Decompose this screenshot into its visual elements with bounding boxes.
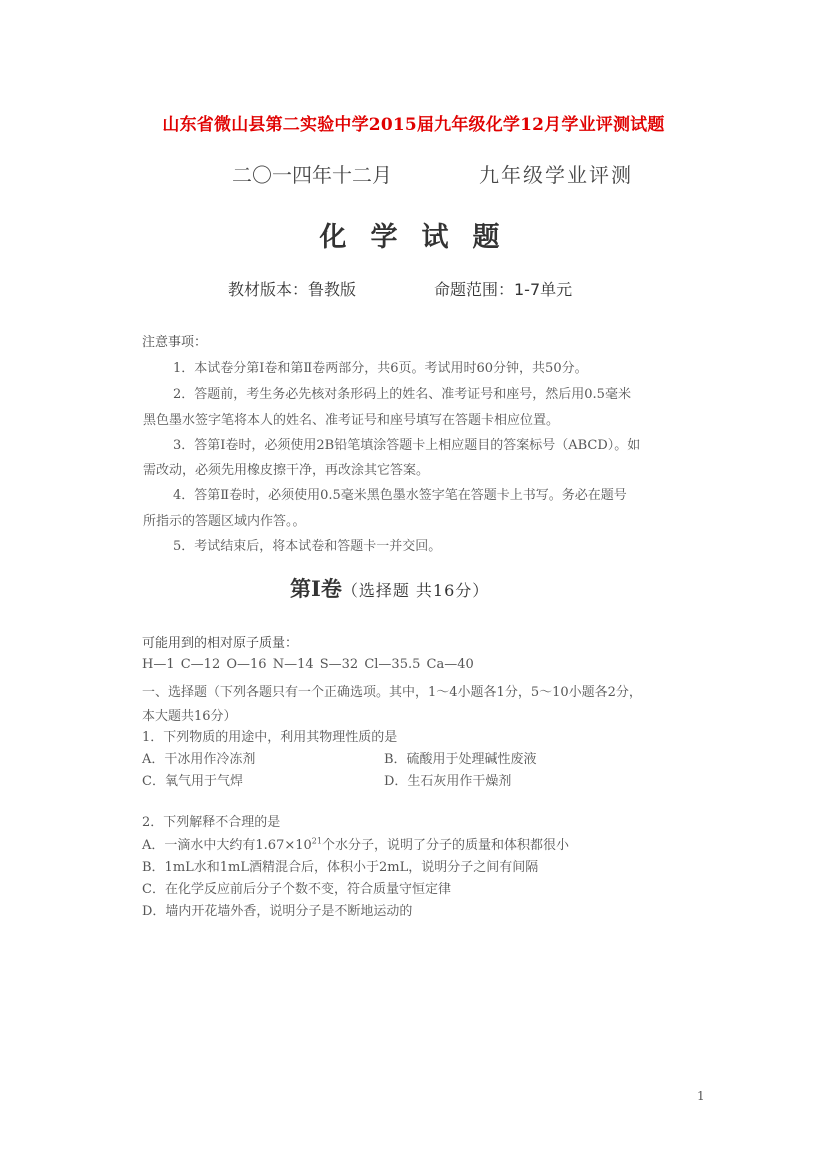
exam-date: 二〇一四年十二月 xyxy=(232,163,392,187)
question-2-option-a-text-cont: 个水分子，说明了分子的质量和体积都很小 xyxy=(321,838,569,853)
grade-assessment-label: 九年级学业评测 xyxy=(479,163,633,187)
question-2-stem: 2．下列解释不合理的是 xyxy=(142,815,281,830)
question-2-option-a-text: A．一滴水中大约有1.67×10 xyxy=(142,838,312,853)
section-1-heading xyxy=(290,573,489,603)
section-1-subtitle: （选择题 共16分） xyxy=(341,581,490,600)
atomic-mass-heading: 可能用到的相对原子质量： xyxy=(142,636,299,651)
question-2-option-a xyxy=(142,834,569,853)
question-1-option-a: A．干冰用作冷冻剂 xyxy=(142,752,256,767)
note-line: 3．答第Ⅰ卷时，必须使用2B铅笔填涂答题卡上相应题目的答案标号（ABCD）。如 xyxy=(173,438,641,453)
note-line: 4．答第Ⅱ卷时，必须使用0.5毫米黑色墨水签字笔在答题卡上书写。务必在题号 xyxy=(173,488,627,503)
note-line: 黑色墨水签字笔将本人的姓名、准考证号和座号填写在答题卡相应位置。 xyxy=(143,413,560,428)
note-line: 所指示的答题区域内作答。。 xyxy=(143,514,306,529)
exam-scope: 命题范围：1-7单元 xyxy=(434,280,573,299)
note-line: 2．答题前，考生务必先核对条形码上的姓名、准考证号和座号，然后用0.5毫米 xyxy=(173,387,631,402)
question-2-option-b: B．1mL水和1mL酒精混合后，体积小于2mL，说明分子之间有间隔 xyxy=(142,860,539,875)
question-1-option-d: D．生石灰用作干燥剂 xyxy=(384,774,512,789)
document-title: 山东省微山县第二实验中学2015届九年级化学12月学业评测试题 xyxy=(162,115,665,135)
page-number: 1 xyxy=(697,1089,705,1103)
question-2-option-c: C．在化学反应前后分子个数不变，符合质量守恒定律 xyxy=(142,882,451,897)
note-line: 5．考试结束后，将本试卷和答题卡一并交回。 xyxy=(173,539,442,554)
note-line: 1．本试卷分第Ⅰ卷和第Ⅱ卷两部分，共6页。考试用时60分钟，共50分。 xyxy=(173,361,588,376)
subject-title: 化学试题 xyxy=(319,222,524,253)
exponent: 21 xyxy=(311,836,322,846)
textbook-edition: 教材版本：鲁教版 xyxy=(228,280,357,299)
question-1-stem: 1．下列物质的用途中，利用其物理性质的是 xyxy=(142,730,398,745)
section-1-title: 第Ⅰ卷 xyxy=(290,576,342,601)
notes-heading: 注意事项： xyxy=(142,335,208,350)
atomic-mass-values: H—1 C—12 O—16 N—14 S—32 Cl—35.5 Ca—40 xyxy=(142,657,474,672)
note-line: 需改动，必须先用橡皮擦干净，再改涂其它答案。 xyxy=(143,463,430,478)
question-1-option-b: B．硫酸用于处理碱性废液 xyxy=(384,752,537,767)
mc-section-intro-cont: 本大题共16分） xyxy=(142,709,237,724)
mc-section-intro: 一、选择题（下列各题只有一个正确选项。其中，1～4小题各1分，5～10小题各2分， xyxy=(142,685,642,700)
question-1-option-c: C．氧气用于气焊 xyxy=(142,774,243,789)
question-2-option-d: D．墙内开花墙外香，说明分子是不断地运动的 xyxy=(142,904,413,919)
